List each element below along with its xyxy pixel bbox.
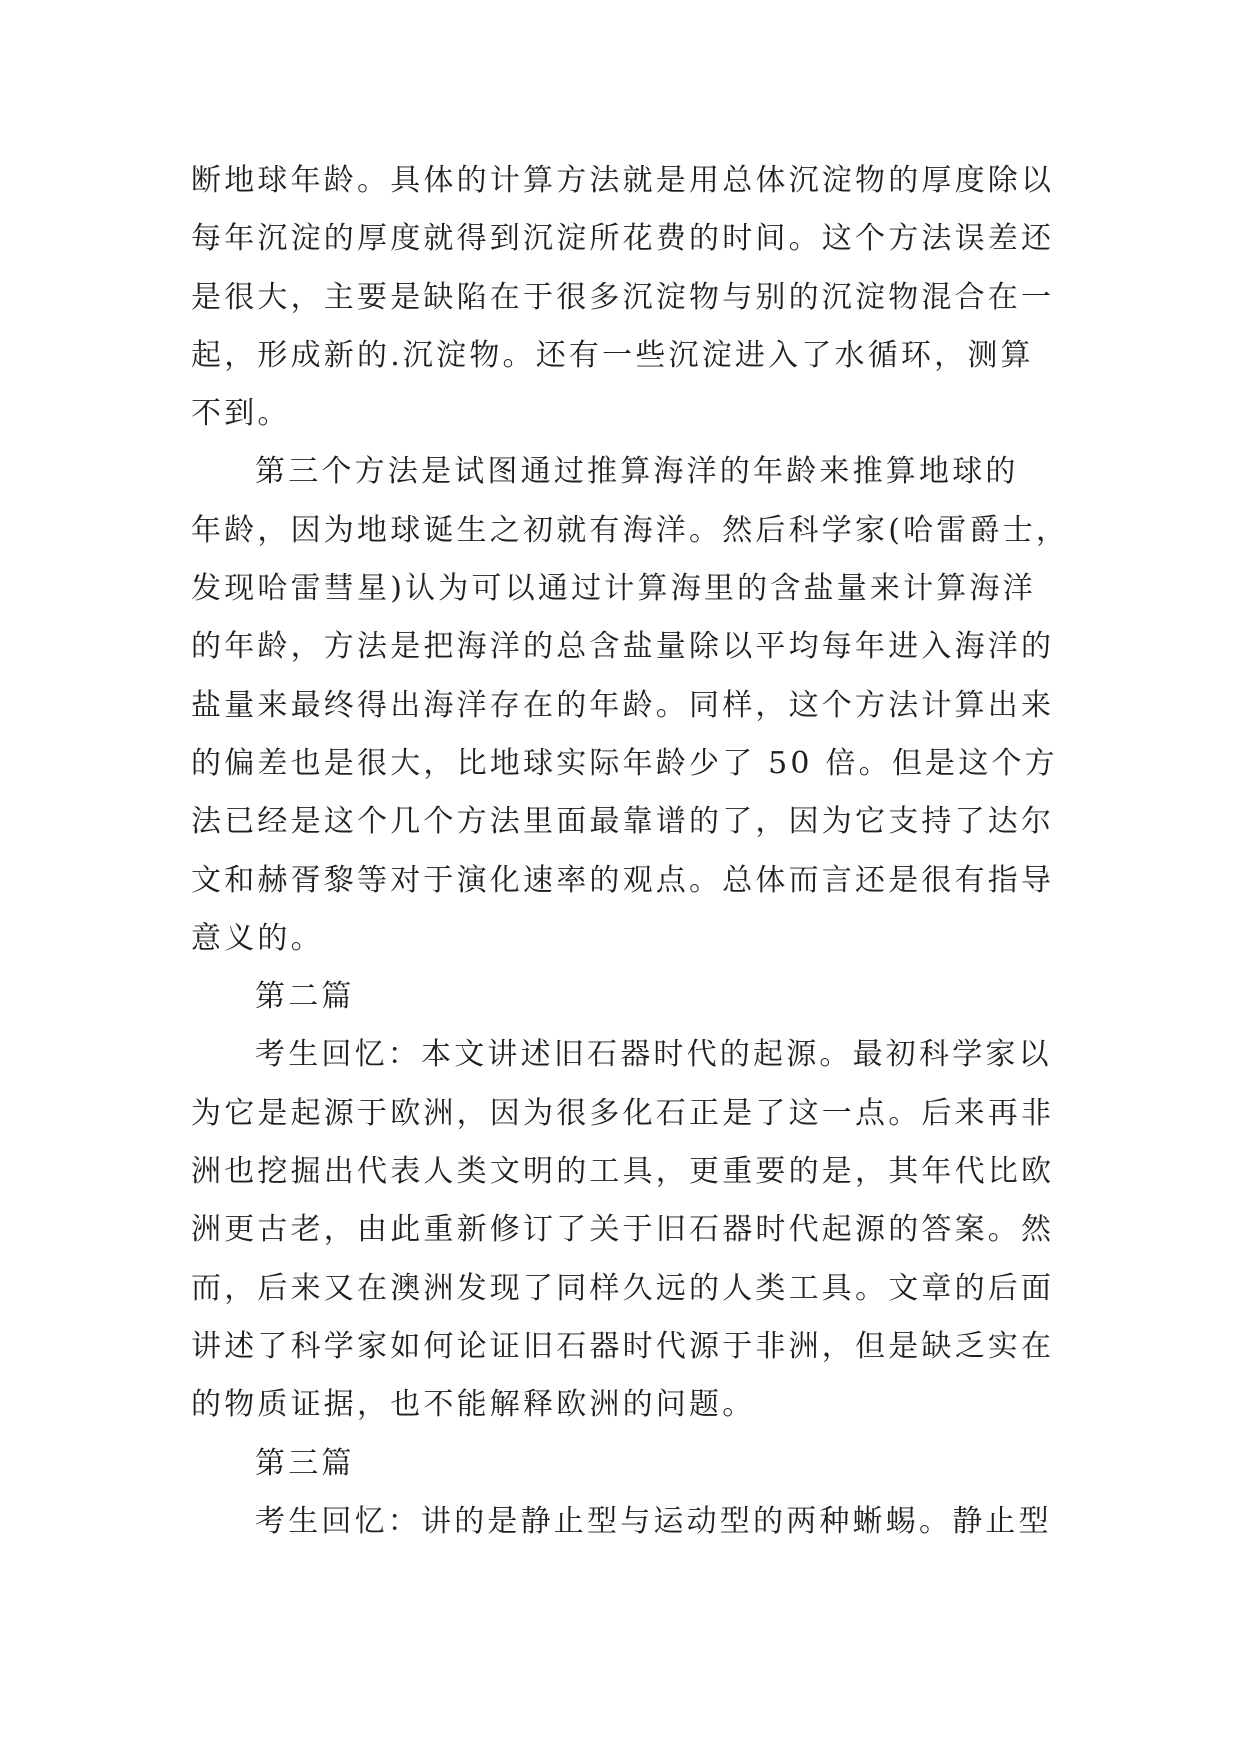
text-line: 第三个方法是试图通过推算海洋的年龄来推算地球的 — [255, 454, 1019, 490]
paragraph-ocean-salt-method — [191, 443, 1070, 968]
text-line: 讲述了科学家如何论证旧石器时代源于非洲，但是缺乏实在 — [191, 1328, 1055, 1364]
text-line: 是很大，主要是缺陷在于很多沉淀物与别的沉淀物混合在一 — [191, 279, 1055, 315]
text-line: 的物质证据，也不能解释欧洲的问题。 — [191, 1387, 756, 1423]
text-line: 为它是起源于欧洲，因为很多化石正是了这一点。后来再非 — [191, 1095, 1055, 1131]
text-line: 洲更古老，由此重新修订了关于旧石器时代起源的答案。然 — [191, 1212, 1055, 1248]
text-line: 的年龄，方法是把海洋的总含盐量除以平均每年进入海洋的 — [191, 629, 1055, 665]
paragraph-earth-age-sediment — [191, 152, 1055, 443]
paragraph-paleolithic-origin — [191, 1026, 1055, 1434]
text-line: 而，后来又在澳洲发现了同样久远的人类工具。文章的后面 — [191, 1270, 1055, 1306]
text-line: 发现哈雷彗星)认为可以通过计算海里的含盐量来计算海洋 — [191, 571, 1036, 607]
text-line: 文和赫胥黎等对于演化速率的观点。总体而言还是很有指导 — [191, 862, 1055, 898]
paragraph-lizards — [191, 1493, 1051, 1551]
text-line: 考生回忆：讲的是静止型与运动型的两种蜥蜴。静止型 — [255, 1503, 1052, 1539]
document-body — [191, 152, 1070, 1551]
text-line: 起，形成新的.沉淀物。还有一些沉淀进入了水循环，测算 — [191, 337, 1034, 373]
section-heading-third: 第三篇 — [255, 1445, 355, 1481]
text-line: 盐量来最终得出海洋存在的年龄。同样，这个方法计算出来 — [191, 687, 1055, 723]
text-line: 法已经是这个几个方法里面最靠谱的了，因为它支持了达尔 — [191, 804, 1055, 840]
text-line: 洲也挖掘出代表人类文明的工具，更重要的是，其年代比欧 — [191, 1154, 1055, 1190]
text-line: 断地球年龄。具体的计算方法就是用总体沉淀物的厚度除以 — [191, 163, 1055, 198]
text-line: 年龄，因为地球诞生之初就有海洋。然后科学家(哈雷爵士， — [191, 512, 1070, 548]
section-heading-second: 第二篇 — [255, 979, 355, 1015]
text-line: 的偏差也是很大，比地球实际年龄少了 50 倍。但是这个方 — [191, 745, 1058, 781]
text-line: 考生回忆：本文讲述旧石器时代的起源。最初科学家以 — [255, 1037, 1052, 1073]
text-line: 意义的。 — [191, 920, 324, 956]
text-line: 不到。 — [191, 396, 291, 432]
text-line: 每年沉淀的厚度就得到沉淀所花费的时间。这个方法误差还 — [191, 221, 1055, 257]
